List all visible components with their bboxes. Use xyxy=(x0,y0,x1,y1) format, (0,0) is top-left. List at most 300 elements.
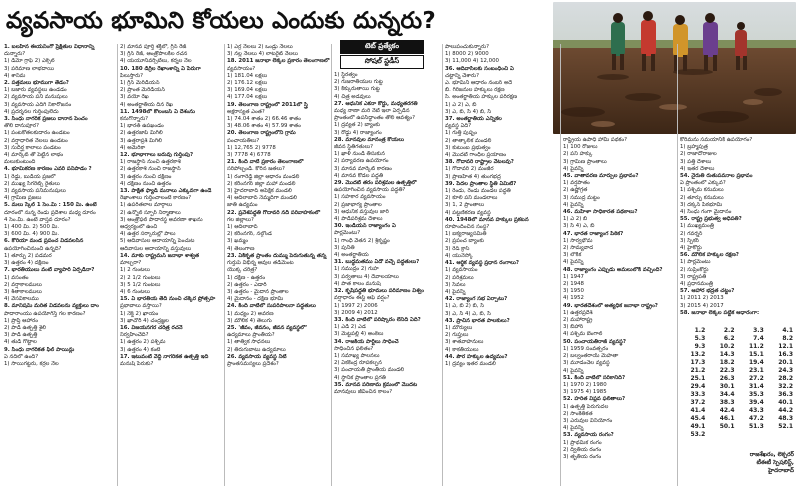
option-text: 3) సుదీర్ఘ కాలాలు పండటం xyxy=(4,144,61,151)
badge-subtitle: సోషల్ స్టడీస్ xyxy=(340,55,424,69)
option-text: 1) 8000 2) 9000 xyxy=(445,51,489,58)
option-text: 1) ఆదిలాబాద్ xyxy=(227,224,258,231)
question-text: 13. పాక్షిత ఫ్యాడ్ మనాలు ఎక్కువగా ఉండే xyxy=(120,188,212,195)
option-text: సి. అంతర్జాతీయ హక్కుల పరిరక్షణ xyxy=(445,94,518,101)
option-text: 2) 1948 xyxy=(563,281,584,288)
option-text: 1) ఎర్ర నేలలు 2) ఒండ్రు నేలలు xyxy=(227,44,293,50)
option-text: 1) సార్వభౌమ xyxy=(563,237,593,244)
option-text: 2) పర్యావరణ ఉపయోగం xyxy=(334,158,389,165)
answer-cell: 46.1 xyxy=(719,415,735,422)
option-text: 1) ఎ 2) ఎ, బి xyxy=(445,101,477,108)
option-text: 4) 177.04 లక్షలు xyxy=(227,94,268,101)
option-text: రాష్ట్రీయ ఉపాధి హామీ పథకం? xyxy=(563,137,627,143)
answer-cell: 15.1 xyxy=(748,351,764,358)
question-text: 15. ఏ భారతీయ తేదీ నుంచి చక్కెర ప్రోత్సహ xyxy=(120,296,216,303)
option-text: 1) ముఖ్యమంత్రి xyxy=(680,223,714,230)
option-text: 3) గ్రామీణ ప్రాంతాలు xyxy=(563,158,607,165)
option-text: 3) 2009 4) 2012 xyxy=(334,309,378,316)
option-text: 1) ఎ 2) బి xyxy=(563,216,588,223)
option-text: 4) స్థానిక ప్రాంతాల ప్రగతి xyxy=(334,374,386,381)
option-text: 1) సహకార వ్యవసాయం xyxy=(334,194,386,201)
question-text: 3. సింధు నాగరిక ప్రజలు దానాన పెంచం xyxy=(4,116,88,123)
option-text: 2) ఉత్తరజాప్ మిగిలి xyxy=(120,130,163,137)
option-text: 4) పైవన్నీ xyxy=(563,259,584,266)
option-text: 3) ఎరువుల వినియోగం xyxy=(563,417,613,424)
option-text: 1) స్థిరత్వం xyxy=(334,72,358,78)
option-text: జాతి ఉద్యమం xyxy=(227,202,258,209)
answer-cell: 13.2 xyxy=(690,351,706,358)
option-text: 3) 48.06 శాతం 4) 57.99 శాతం xyxy=(227,123,301,130)
option-text: 1) 1947 xyxy=(563,273,584,280)
option-text: 2) పని హక్కు xyxy=(563,151,593,158)
option-text: 1) గాంధీ వేతన 2) శ్రీకృష్ణం xyxy=(334,237,390,244)
option-text: 3) ఉత్తరం నుంచి దక్షిణం xyxy=(120,173,172,180)
answer-cell: 9.3 xyxy=(694,343,706,350)
option-text: 3) స్పీకర్ xyxy=(680,237,699,244)
option-text: 4) 1952 xyxy=(563,295,584,302)
question-text: 1. బలహీన ఈయనింగో ప్రేక్షితుల విధానాన్ని xyxy=(4,44,95,50)
option-text: 2) తిరుగుబాటు ఉద్యమాలు xyxy=(227,346,286,353)
question-text: 4. భూమికరణ కారణం ఎవరి పనిపాడం ? xyxy=(4,166,92,173)
option-text: మధ్య నాణా మరి నేటి ఇలా ఏర్పడిన xyxy=(334,108,410,115)
option-text: 3) పునీతి xyxy=(334,244,355,251)
option-text: దూరంలో నున్న రెండు ప్రదేశాల మధ్య దూరం xyxy=(4,209,96,216)
answer-cell: 17.3 xyxy=(690,359,706,366)
option-text: 4) 6 గుంటలు xyxy=(120,288,150,295)
question-column-6 xyxy=(563,137,676,488)
option-text: 1) వసంతం xyxy=(4,274,29,281)
credit-line: టీఈటీ స్పెషలిస్ట్, xyxy=(756,460,794,466)
option-text: 4) పశ్చిమ బెంగాల్ xyxy=(563,331,603,338)
section-badge xyxy=(340,40,424,69)
option-text: 1) 1997 2) 2006 xyxy=(334,302,378,309)
answer-cell: 27.2 xyxy=(748,375,764,382)
option-text: 4) పైవన్నీ xyxy=(563,165,584,172)
option-text: 2) ఉష్ణోగ్రత xyxy=(563,187,588,194)
answer-row xyxy=(680,335,797,343)
option-text: 2) బల్వంతరాయ్ మెహతా xyxy=(563,353,619,360)
answer-cell: 5.3 xyxy=(694,335,706,342)
question-text: 24. కింది వాటిలో సుపరిపాలనా పద్ధతులు xyxy=(227,303,316,310)
answer-cell: 22.3 xyxy=(719,367,735,374)
question-text: 32. కృషిపద్ధతి భూమలు పరిమాణం విశ్వం xyxy=(334,288,424,295)
question-text: 39. పేదల ప్రాంతాల స్థితి ఏమిటి? xyxy=(445,180,517,187)
option-text: ఉపయోగించినుంచి ఉన్నది? xyxy=(4,245,62,252)
option-text: 4) తుడి గొట్టాల xyxy=(4,339,37,346)
option-text: 1) ఖాళీ నుండి తీసుకున xyxy=(334,151,385,158)
option-text: 2) సాంకేతికత xyxy=(563,410,593,417)
option-text: 4 సెం.మీ. ఉంటే వాస్తవ దూరం? xyxy=(4,216,71,223)
option-text: 3) తృతీయ రంగం xyxy=(563,453,602,460)
option-text: 1) రెండు, రెండు మండల పద్ధతి xyxy=(445,188,511,195)
question-text: 46. మహిళా సాధికారత పథకాలు? xyxy=(563,209,638,216)
question-text: 41. ఆర్థిక వ్యవస్థ ప్రధాన రంగాలు? xyxy=(445,260,519,267)
answer-cell: 2.2 xyxy=(723,327,735,334)
option-text: 1) డిమో గ్రాఫ్ 2) ఎక్సెల్ xyxy=(4,58,55,65)
question-text: 42. రాజ్యాంగ సభ ఏర్పాటు? xyxy=(445,296,508,303)
option-text: 1) రెడ్డు, బుడియ ప్రజలో xyxy=(4,173,56,180)
question-text: 17. ఇటువంటి వేద్దీ నాగరికత ఉత్పత్తి ఇది xyxy=(120,353,209,360)
question-text: 22. ప్రవేశపద్ధతి గోదావరి నదీ పరివాహకంలో xyxy=(227,209,321,216)
answer-row xyxy=(680,343,797,351)
option-text: 1) రాజస్థాన్ నుంచి ఉత్తరకాశి xyxy=(120,159,181,166)
option-text: 2) ద్వితీయ రంగం xyxy=(563,446,602,453)
question-text: 29. మొదటి తరం పరిశ్రమల ఉత్పత్తిలో xyxy=(334,180,417,187)
option-text: యొక్క చరిత్ర? xyxy=(227,267,258,274)
question-text: 30. ఇండియన్ రాజ్యాంగం ఏ xyxy=(334,223,396,230)
option-text: 3) శాతవాహనులు xyxy=(445,339,484,346)
question-text: 57. ఆహార భద్రత చట్టం? xyxy=(680,288,735,295)
question-text: 7. భారతీయులు వంటి వ్యాపారి ఏర్పడినా? xyxy=(4,267,95,274)
answer-cell: 24.3 xyxy=(778,367,793,374)
option-text: 2) పాడి ఉత్పత్తి శైలి xyxy=(4,324,46,331)
option-text: 3) ఖమ్మం xyxy=(227,238,249,245)
question-text: 2. పత్తమలు భూముగా తేడం? xyxy=(4,80,69,87)
option-text: 3) 5 1/2 గుంటలు xyxy=(120,281,161,288)
answer-cell: 33.3 xyxy=(690,391,706,398)
question-text: 56. మౌలిక హక్కుల రక్షణ? xyxy=(680,252,739,259)
question-text: 14. మాకు రాష్ట్రమన్ జనాభా శాశ్వత xyxy=(120,252,200,259)
answer-cell: 53.2 xyxy=(690,431,706,438)
answer-cell: 29.4 xyxy=(690,383,706,390)
option-text: 1) 2011 2) 2013 xyxy=(680,295,724,302)
option-text: 1) ప్రాప్తి ఆహారం xyxy=(4,317,38,324)
option-text: 2) ప్రాంత మెరిడియన్ xyxy=(120,87,165,94)
option-text: ఏ నదిలో ఉంది? xyxy=(4,353,39,360)
question-text: 11. 1498లో కొలంబస్ ఏ దేశంను xyxy=(120,108,195,115)
option-text: 1) ఉపరితలాల మార్గాలు xyxy=(120,202,173,209)
option-text: 3) నల్ల నేలలు 4) లాటరైట్ నేలలు xyxy=(227,51,298,58)
option-text: 1) 74.04 శాతం 2) 66.46 శాతం xyxy=(227,116,301,123)
answer-row xyxy=(680,327,797,335)
answer-cell: 18.2 xyxy=(719,359,735,366)
option-text: 3) గ్రీన్ రేజ్, ఆంత్రోపాలకిల రచన xyxy=(120,51,188,58)
option-text: 2) కరీంనగర్ జిల్లా మహా మండలి xyxy=(227,180,296,187)
column-rule xyxy=(331,44,332,486)
option-text: 1) పంటకోతలకుదారం ఉండటం xyxy=(4,130,70,137)
answer-cell: 39.4 xyxy=(748,399,764,406)
option-text: 3) వయో రేఖ xyxy=(120,94,149,101)
question-text: 33. కింది వాటిలో పరిష్కారం లేనిది ఏది? xyxy=(334,316,421,323)
answer-cell: 35.3 xyxy=(748,391,764,398)
answer-row xyxy=(680,407,797,415)
option-text: 1) 1959 సంవత్సరం xyxy=(563,345,609,352)
option-text: 3) వ్యవసాయ ఎదిగి నికారోజనం xyxy=(4,101,72,108)
option-text: 3) 2015 4) 2017 xyxy=(680,302,724,309)
answer-cell: 40.1 xyxy=(778,399,793,406)
answer-cell: 21.2 xyxy=(690,367,706,374)
option-text: 4) అంతర్జాతీయ దిన రేఖ xyxy=(120,101,173,108)
question-text: 8. మానిషమ్ మరిత విడవలను వ్యక్తులు దాం xyxy=(4,303,99,310)
option-text: 3) పంచాయతీ ప్రాంతీయ మండలి xyxy=(334,367,405,374)
question-text: 54. నైరుతి రుతుపవనాల ప్రభావం xyxy=(680,173,753,180)
option-text: తొలి దానుపూర? xyxy=(4,123,39,130)
answer-cell: 37.2 xyxy=(690,399,706,406)
option-text: 1) 12,765 2) 9778 xyxy=(227,144,276,151)
answer-cell xyxy=(739,431,768,439)
answer-cell: 20.1 xyxy=(778,359,793,366)
option-text: 1) ఉత్తరం 2) పశ్చిమ xyxy=(120,339,166,346)
option-text: 3) ఉత్తరం - మైదాన ప్రాంతాల xyxy=(227,288,289,295)
option-text: 2) ఉత్తరం - ఎడారి xyxy=(227,281,267,288)
option-text: 1) ఎడి 2) ఎడ xyxy=(334,324,366,331)
answer-cell: 16.3 xyxy=(778,351,793,358)
option-text: 1) వ్యవసాయం xyxy=(445,267,478,274)
option-text: కోరిమను సమయానికి ఉపయోగం? xyxy=(680,137,753,143)
option-text: 1) భారత్ ఉపఖండం xyxy=(120,123,164,130)
option-text: 3) లౌకిక xyxy=(563,252,582,259)
option-text: ఎ. భూమిని ఆధారం నంబర్ అదే xyxy=(445,80,513,87)
answer-cell: 30.1 xyxy=(719,383,735,390)
option-text: 2) 176.12 లక్షలు xyxy=(227,80,268,87)
option-text: 4) సింధు గంగా మైదానం xyxy=(680,209,732,216)
question-text: 43. ప్రాచీన భారత పాలకులు? xyxy=(445,317,510,324)
option-text: 4) మార్కెట్ తో పెట్టిన లాభం xyxy=(4,152,64,159)
option-text: 3) ఉత్తరాప్రశ్ మిగిలి xyxy=(120,137,162,144)
option-text: 4) మానవ కోడల పద్ధతి xyxy=(334,172,384,179)
option-text: పార్లమెంటు? xyxy=(334,230,361,237)
option-text: ప్రభావాలు వస్తాయి? xyxy=(120,303,162,310)
question-column-3 xyxy=(227,44,330,488)
question-text: 20. తెలంగాణ రాష్ట్రంలోని గ్రామ xyxy=(227,130,296,137)
option-text: ఆధ్వర్యంలో ఉంచి xyxy=(120,224,158,231)
answer-row xyxy=(680,391,797,399)
option-text: 1) ప్రాథమిక రంగం xyxy=(563,439,602,446)
option-text: 3) 1, 2 ప్రాంతాలు xyxy=(445,202,485,209)
question-column-5 xyxy=(445,44,559,488)
option-text: 1) మధ్యం 2) అవరణ xyxy=(227,310,274,317)
answer-cell: 31.4 xyxy=(748,383,764,390)
option-text: 2) తూర్పు కనుమలు xyxy=(680,194,724,201)
answer-cell: 43.3 xyxy=(748,407,764,414)
question-text: 26. వ్యవసాయ వ్యవస్థ నీటి xyxy=(227,353,287,360)
option-text: చట్టాన్ని చేశారు? xyxy=(445,72,479,79)
option-text: మలుకుంటుంది xyxy=(4,159,36,166)
option-text: 3) వ్యవసాయ పనిమనుషులు xyxy=(4,188,66,195)
option-text: ప్రాంతసమస్యలు ప్రదేశం? xyxy=(227,360,279,367)
option-text: 4) ప్రదర్శనల గుర్తింపులేదు xyxy=(4,108,59,115)
answer-cell: 8.2 xyxy=(782,335,793,342)
option-text: పాలుపంచుకున్నారు? xyxy=(445,44,489,50)
option-text: 5) ఆదివాసుల ఆదాయాన్ని పెంచుట xyxy=(120,238,195,245)
answer-key-table xyxy=(680,327,797,439)
option-text: సాధించిన ఫలితం? xyxy=(334,345,374,352)
option-text: 4) పైవన్నీ xyxy=(445,288,466,295)
author-credit xyxy=(682,451,794,475)
option-text: 3) 1950 xyxy=(563,288,584,295)
question-text: 31. బుద్ధమతము ఏదో వచ్చే పద్ధతులు? xyxy=(334,259,420,266)
option-text: జీవన స్థితిగతులు? xyxy=(334,144,374,151)
option-text: 2) ఉన్నోల్ స్ఫూర్ నిర్మాణాలు xyxy=(120,209,181,216)
answer-cell: 49.1 xyxy=(690,423,706,430)
option-text: 2) సామ్యవాద xyxy=(563,245,594,252)
option-text: వర్షాధారం ఈస్ట్ ఆఫ్ వర్షం? xyxy=(334,295,390,302)
option-text: 2) ప్రపంచ బ్యాంకు xyxy=(445,238,484,245)
option-text: వ్యవసాయం? xyxy=(227,65,256,72)
option-text: ఆదివాసుల ఆదాయాన్ని వస్తువులు xyxy=(120,245,192,252)
answer-cell: 34.4 xyxy=(719,391,735,398)
answer-cell: 51.3 xyxy=(748,423,764,430)
credit-line: హైదరాబాద్ xyxy=(768,468,794,474)
option-text: 4) ఉత్తర సర్కారుల్లో పాలు xyxy=(120,231,176,238)
question-text: 50. పంచాయతీరాజ్ వ్యవస్థ? xyxy=(563,338,626,345)
option-text: 3) శీతాకాలములు xyxy=(4,288,42,295)
answer-cell xyxy=(709,431,738,439)
option-text: 1) తాత్విక సాధనలు xyxy=(227,339,271,346)
option-text: 1) ఐక్యరాజ్యసమితి xyxy=(445,231,487,238)
option-text: మానవులు జీవించిన కాలం? xyxy=(334,388,393,395)
option-text: ఏ ప్రాంతంలో ఎక్కువ? xyxy=(680,180,726,187)
option-text: 1) గ్రీన్ మెరిడియన్ xyxy=(120,80,160,87)
answer-row xyxy=(680,383,797,391)
option-text: 3) కుటుంబ ప్రభుత్వం xyxy=(445,144,491,151)
option-text: దున్నారు? xyxy=(4,51,26,58)
option-text: 4) మైదానం - దక్షిణ భూమి xyxy=(227,296,284,303)
option-text: 1) పశ్చిమ కనుమలు xyxy=(680,187,724,194)
option-text: 4) దక్షిణం నుంచి ఉత్తరం xyxy=(120,180,172,187)
option-text: 4) పైవన్నీ xyxy=(563,425,584,432)
option-text: 1) రంగారెడ్డి జిల్లా ఆధారం మండలి xyxy=(227,173,300,180)
option-text: 3) ఉత్తరం 4) కంటె xyxy=(120,346,161,353)
question-text: 58. జనాభా లెక్కల పట్టిక ఆధారంగా: xyxy=(680,309,760,316)
question-text: 34. రాజకీయ పార్టీలు సాధించే xyxy=(334,338,399,345)
option-text: 2) 2 1/2 గుంటలు xyxy=(120,274,161,281)
option-text: 4) యునెస్కో xyxy=(445,252,473,259)
option-text: 3) ఉత్తరం 4) దక్షిణం xyxy=(4,260,49,267)
option-text: 2) ఉత్తరకాశి నుంచి రాజస్థాన్ xyxy=(120,166,181,173)
question-text: 19. తెలంగాణ రాష్ట్రంలో 2011లో స్త్రీ xyxy=(227,101,308,108)
page-headline: వ్యవసాయ భూమిని కోయలు ఎందుకు దున్నరు? xyxy=(6,8,436,34)
option-text: 1) గోదావరి 2) మంజీర xyxy=(445,166,494,173)
answer-row xyxy=(680,367,797,375)
question-text: 12. భూభాగాలు బరువు గుర్తింపు? xyxy=(120,152,194,159)
option-text: 1) దక్షిణ - ఉత్తరం xyxy=(227,274,266,281)
option-text: గుర్తుప్ విభిన్న ఆవుల తడిమెంట xyxy=(227,260,294,267)
option-text: 3) రెడ్ క్రాస్ xyxy=(445,245,470,252)
question-text: 5. మలు స్కేల్ 1 సెం.మీ : 150 మీ. ఉంటే xyxy=(4,202,97,209)
answer-cell: 4.1 xyxy=(782,327,793,334)
answer-cell: 7.4 xyxy=(753,335,764,342)
option-text: 2) వర్షాధారిత నేలలు ఉండటం xyxy=(4,137,68,144)
answer-cell: 6.2 xyxy=(723,335,735,342)
option-text: 3) మెట్టపల్లి 4) అంకెలు xyxy=(334,331,384,338)
answer-cell: 26.3 xyxy=(719,375,735,382)
option-text: మనుష్ పేరుకు? xyxy=(120,360,154,367)
option-text: 4) ఇతర దేశాలు xyxy=(680,165,715,172)
option-text: 2) వ్యవసాయ పని మనుషులు xyxy=(4,94,68,101)
option-text: 1) ద్రవ్యం ఇతర మండలి xyxy=(445,360,496,367)
option-text: 3) 7778 4) 6778 xyxy=(227,152,271,159)
option-text: 3) రాష్ట్రపతి xyxy=(680,273,707,280)
farm-field-photo xyxy=(553,2,796,134)
answer-cell: 12.1 xyxy=(778,343,793,350)
option-text: 1) ఎ, బి 2) బి, సి xyxy=(445,303,484,310)
option-text: 1) బ్రహ్మపుత్ర xyxy=(680,144,708,151)
option-text: 4) ఆదిలాబాద్ నెమ్మదిగా మండలి xyxy=(227,195,297,202)
question-column-7 xyxy=(680,137,797,324)
answer-cell: 25.1 xyxy=(690,375,706,382)
option-text: 4) వేసవికాలము xyxy=(4,296,39,303)
option-text: 4) పాత కాలం మనుష్ xyxy=(334,280,381,287)
question-text: 28. మానవుల మానంత్ర కోయలు xyxy=(334,136,404,143)
option-text: 3) ఆధునిక వస్తువుల జారి xyxy=(334,208,389,215)
option-text: నిర్వహించేది? xyxy=(120,332,149,339)
option-text: 1) 1970 2) 1980 xyxy=(563,381,607,388)
option-text: 1) నెక్డ్ 2) ఖాయం xyxy=(120,310,159,317)
question-text: 52. హరిత విప్లవ ఫలితాలు? xyxy=(563,396,626,403)
option-text: 4) ప్రధానమంత్రి xyxy=(680,281,713,288)
option-text: 1) ఉత్పత్తి పెరుగుదల xyxy=(563,403,609,410)
question-column-1 xyxy=(4,44,116,488)
answer-cell: 50.1 xyxy=(719,423,735,430)
question-text: 18. 2011 జనాభా లెక్కల ప్రకారం తెలంగాణలో xyxy=(227,58,330,65)
option-text: వ్యవస్థ ఏది? xyxy=(445,123,472,130)
option-text: అక్షరాస్యత ఎంత? xyxy=(227,108,265,115)
option-text: మాల్చరా? xyxy=(120,260,142,267)
option-text: 1) 181.04 లక్షలు xyxy=(227,72,268,79)
option-text: 2) మహారాష్ట్ర xyxy=(563,317,593,324)
option-text: 2) పరిశ్రమలు xyxy=(445,274,474,281)
option-text: 1) పార్లమెంటు xyxy=(680,259,711,266)
option-text: 2) కరీంనగర్, నల్గొండ xyxy=(227,231,272,238)
option-text: 1) వర్షపాతం xyxy=(563,180,590,187)
option-text: 2) కూలి పని మండలాలు xyxy=(445,195,498,202)
question-text: 48. రాజ్యాంగం ఎప్పుడు అమలులోకి వచ్చింది? xyxy=(563,266,663,273)
question-text: 36. ఆదివాసీలకు సంబంధించి ఏ xyxy=(445,65,514,72)
option-text: 2) ఏకకేంద్ర రూపకల్పన xyxy=(334,360,382,367)
answer-row xyxy=(680,375,797,383)
answer-cell: 44.2 xyxy=(778,407,793,414)
option-text: 3) ప్రాణహిత 4) తుంగభద్ర xyxy=(445,173,501,180)
answer-cell: 42.4 xyxy=(719,407,735,414)
option-text: 2) మానవ పూర్తి శక్తిలో, గ్రీన్ రేజ్ xyxy=(120,44,187,50)
option-text: 2) గుజరాతీయుల గుట్ట xyxy=(334,79,383,86)
option-text: 4) చిత్ర అడవులు xyxy=(334,93,371,100)
option-text: 3) ఆంత్రోఫల్ పాదారస్థ అవరణా శాఖను xyxy=(120,216,203,223)
answer-cell: 38.3 xyxy=(719,399,735,406)
question-text: 53. వ్యవసాయ రంగం? xyxy=(563,432,614,439)
question-text: 10. 180 డిగ్రీల రేఖాంశాన్ని ఏ పేరుగా xyxy=(120,65,201,72)
option-text: 1) బజారు వ్యవస్థలు ఉండడం xyxy=(4,87,67,94)
question-text: 40. 1948లో మానవ హక్కుల ప్రకటన xyxy=(445,216,529,223)
answer-row xyxy=(680,423,797,431)
question-text: 51. కింది వాటిలో సరికానిది? xyxy=(563,374,626,381)
option-text: 2) వర్షాకాలములు xyxy=(4,281,42,288)
option-text: 4) పాడిపరిశ్రమ దేశాలు xyxy=(334,216,383,223)
question-text: 44. పౌర హక్కుల ఉద్యమం? xyxy=(445,353,508,360)
option-text: 2) ముఖ్య సిగరెట్స్ రైతులు xyxy=(4,180,60,187)
answer-row xyxy=(680,431,797,439)
option-text: 3) రోడ్డు 4) రాజ్యాంగం xyxy=(334,129,382,136)
answer-cell: 23.1 xyxy=(748,367,764,374)
option-text: 3) కిక్కురుతాయి గుట్ట xyxy=(334,86,380,93)
option-text: 4) శానిమ xyxy=(4,72,26,79)
column-rule xyxy=(560,44,561,486)
option-text: 3) సేవలు xyxy=(445,281,466,288)
answer-row xyxy=(680,415,797,423)
question-text: 37. అంతర్జాతీయ ఎన్నికల xyxy=(445,116,502,123)
option-text: రేఖాంశాలు గుర్తించాలంటే కారణం? xyxy=(120,195,192,202)
answer-row xyxy=(680,359,797,367)
question-text: 23. ఏకీకృత ప్రాంతం దుమ్ము పెరుగుతున్న తన్న xyxy=(227,252,327,259)
question-text: 6. కొరియా మండ ప్రపంచ విడవలసిన xyxy=(4,238,84,245)
answer-cell: 19.4 xyxy=(748,359,764,366)
question-column-2 xyxy=(120,44,223,488)
option-text: 3) మూడంచెల వ్యవస్థ xyxy=(563,360,610,367)
option-text: 3) సముద్ర మట్టం xyxy=(563,194,600,201)
option-text: 3) సి 4) ఎ, బి xyxy=(563,223,595,230)
question-text: 35. మానవ పరిణామ క్రమంలో మొదట xyxy=(334,381,418,388)
